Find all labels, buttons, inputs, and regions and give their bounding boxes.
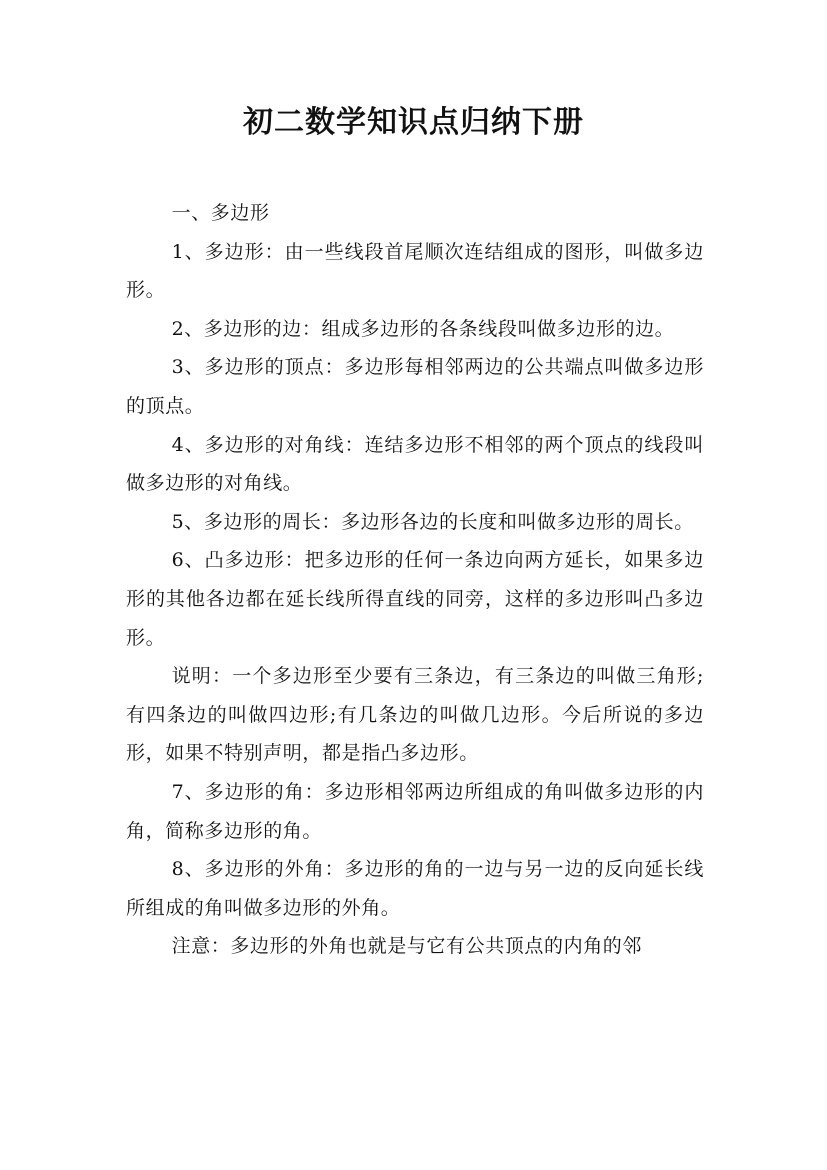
paragraph-polygon-exterior-angle: 8、多边形的外角：多边形的角的一边与另一边的反向延长线所组成的角叫做多边形的外角。 [126, 858, 704, 919]
paragraph-polygon-perimeter: 5、多边形的周长：多边形各边的长度和叫做多边形的周长。 [171, 510, 694, 533]
document-title: 初二数学知识点归纳下册 [243, 105, 584, 140]
paragraph-polygon-vertex: 3、多边形的顶点：多边形每相邻两边的公共端点叫做多边形的顶点。 [126, 356, 704, 417]
document-body [126, 194, 704, 966]
paragraph-polygon-definition: 1、多边形：由一些线段首尾顺次连结组成的图形，叫做多边形。 [126, 240, 704, 302]
paragraph-attention-note: 注意：多边形的外角也就是与它有公共顶点的内角的邻 [171, 935, 642, 958]
paragraph-convex-polygon: 6、凸多边形：把多边形的任何一条边向两方延长，如果多边形的其他各边都在延长线所得直线的同旁，这样的多边形叫凸多边形。 [126, 549, 704, 649]
paragraph-polygon-diagonal: 4、多边形的对角线：连结多边形不相邻的两个顶点的线段叫做多边形的对角线。 [126, 433, 704, 495]
paragraph-polygon-angle: 7、多边形的角：多边形相邻两边所组成的角叫做多边形的内角，简称多边形的角。 [126, 780, 704, 842]
section-heading-polygon: 一、多边形 [171, 202, 270, 224]
paragraph-explanation-note: 说明：一个多边形至少要有三条边，有三条边的叫做三角形;有四条边的叫做四边形;有几条边的叫做几边形。今后所说的多边形，如果不特别声明，都是指凸多边形。 [126, 665, 704, 765]
paragraph-polygon-side: 2、多边形的边：组成多边形的各条线段叫做多边形的边。 [171, 317, 675, 340]
